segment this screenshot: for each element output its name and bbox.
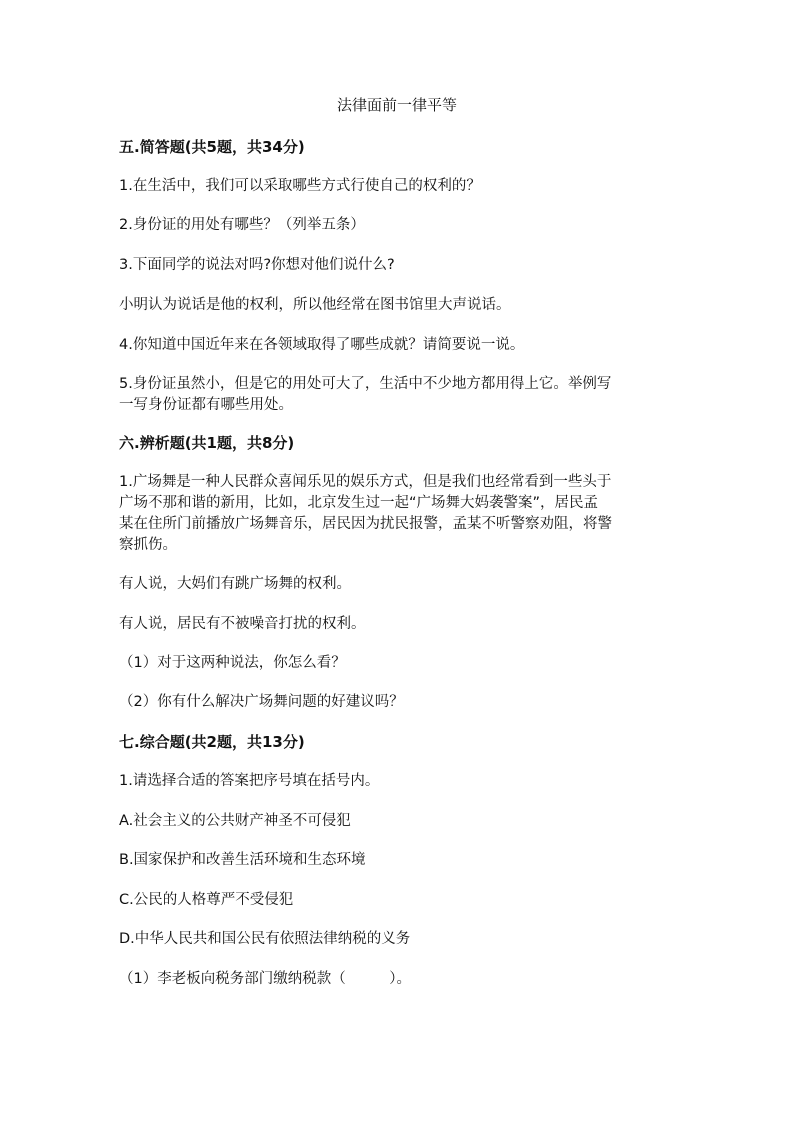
- section-7-option-c: C.公民的人格尊严不受侵犯: [119, 892, 294, 908]
- section-5-question-5-line-1: 5.身份证虽然小，但是它的用处可大了，生活中不少地方都用得上它。举例写: [119, 376, 612, 392]
- section-7-option-a: A.社会主义的公共财产神圣不可侵犯: [119, 813, 351, 829]
- section-7-option-b: B.国家保护和改善生活环境和生态环境: [119, 852, 366, 868]
- section-6-question-1-line-4: 察抓伤。: [119, 537, 177, 553]
- section-7-option-d: D.中华人民共和国公民有依照法律纳税的义务: [119, 931, 411, 947]
- section-6-sub-question-2: （2）你有什么解决广场舞问题的好建议吗？: [119, 694, 404, 710]
- section-7-heading: 七.综合题(共2题，共13分): [119, 733, 305, 751]
- section-7-sub-question-1: （1）李老板向税务部门缴纳税款（ ）。: [119, 971, 411, 987]
- section-5-question-5-line-2: 一写身份证都有哪些用处。: [119, 397, 293, 413]
- section-5-question-3: 3.下面同学的说法对吗?你想对他们说什么?: [119, 257, 395, 273]
- section-5-question-2: 2.身份证的用处有哪些？（列举五条）: [119, 217, 365, 233]
- section-6-heading: 六.辨析题(共1题，共8分): [119, 434, 295, 452]
- document-title: 法律面前一律平等: [336, 96, 457, 114]
- section-5-question-3-text: 小明认为说话是他的权利，所以他经常在图书馆里大声说话。: [119, 297, 511, 313]
- section-6-question-1-line-1: 1.广场舞是一种人民群众喜闻乐见的娱乐方式，但是我们也经常看到一些头于: [119, 474, 612, 490]
- section-7-question-1: 1.请选择合适的答案把序号填在括号内。: [119, 773, 380, 789]
- section-6-question-1-line-2: 广场不那和谐的新用，比如，北京发生过一起“广场舞大妈袭警案”，居民孟: [119, 495, 599, 511]
- section-6-question-1-line-3: 某在住所门前播放广场舞音乐，居民因为扰民报警，孟某不听警察劝阻，将警: [119, 516, 612, 532]
- section-6-sub-question-1: （1）对于这两种说法，你怎么看？: [119, 655, 346, 671]
- section-5-question-1: 1.在生活中，我们可以采取哪些方式行使自己的权利的？: [119, 178, 481, 194]
- section-6-view-2: 有人说，居民有不被噪音打扰的权利。: [119, 616, 366, 632]
- section-6-view-1: 有人说，大妈们有跳广场舞的权利。: [119, 576, 351, 592]
- section-5-heading: 五.简答题(共5题，共34分): [119, 138, 305, 156]
- section-5-question-4: 4.你知道中国近年来在各领域取得了哪些成就？请简要说一说。: [119, 337, 525, 353]
